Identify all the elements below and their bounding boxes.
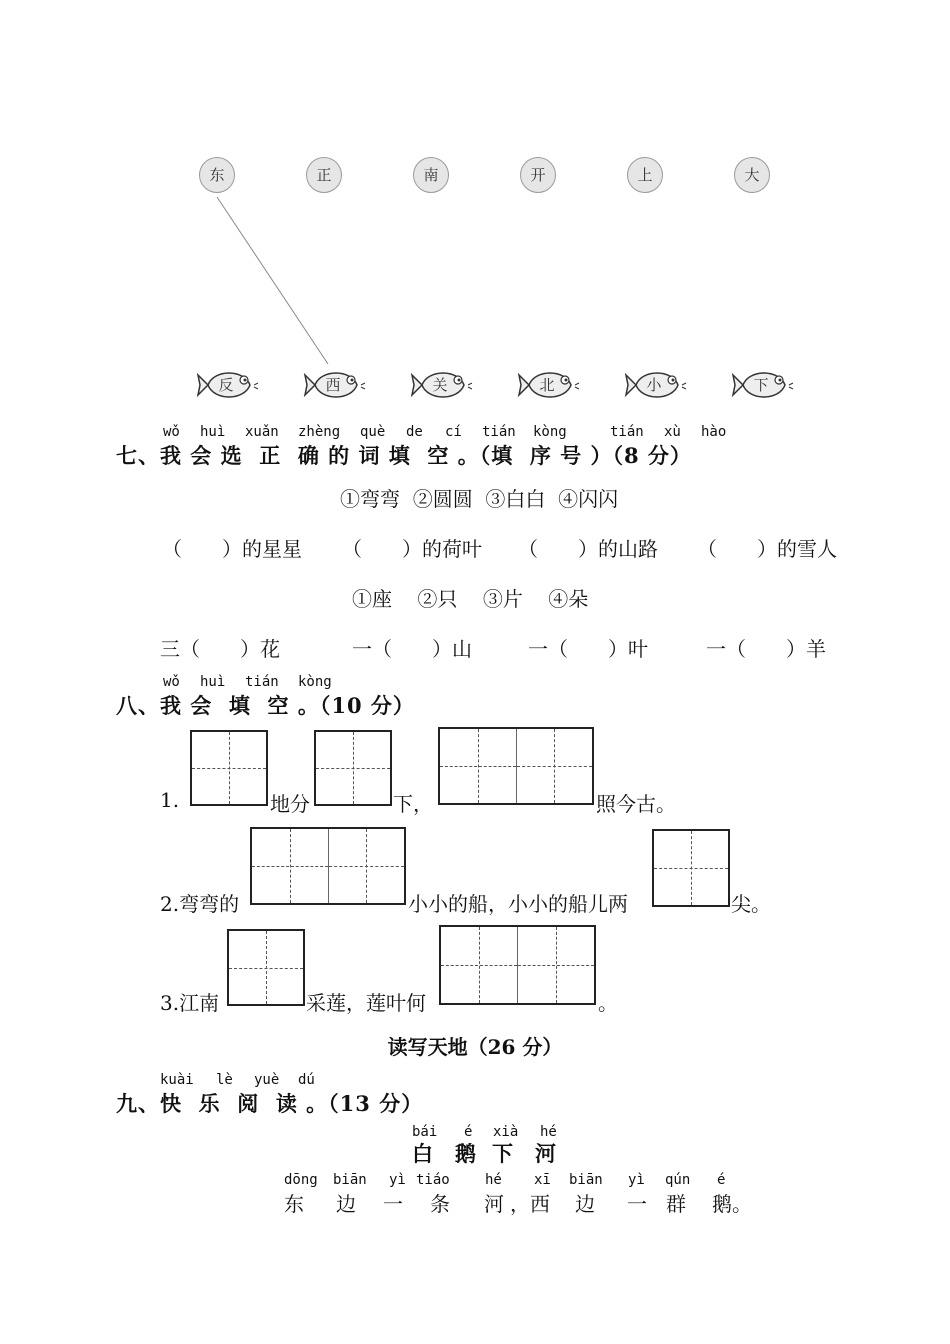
- line2-prefix: 2.弯弯的: [160, 892, 240, 916]
- line3-prefix: 3.江南: [160, 991, 220, 1015]
- fish-label: 反: [218, 376, 234, 394]
- poem-title-char: 下: [492, 1141, 513, 1166]
- fish-char[interactable]: [517, 363, 581, 407]
- part-title: 读写天地（26 分）: [387, 1035, 563, 1059]
- poem-char: 鹅。: [712, 1192, 752, 1216]
- fill-item[interactable]: 一（ ）羊: [706, 637, 826, 661]
- fish-char[interactable]: [303, 363, 367, 407]
- fish-char[interactable]: [624, 363, 688, 407]
- fill-item[interactable]: （ ）的星星: [162, 537, 302, 561]
- pinyin: què: [360, 424, 386, 440]
- circle-char[interactable]: 上: [627, 157, 663, 193]
- section7-options1: ①弯弯 ②圆圆 ③白白 ④闪闪: [340, 487, 619, 511]
- fill-item[interactable]: 一（ ）叶: [528, 637, 648, 661]
- poem-char: 一: [627, 1192, 647, 1216]
- pinyin: tiáo: [416, 1172, 450, 1188]
- poem-char: 边: [575, 1192, 595, 1216]
- pinyin: kuài: [160, 1072, 194, 1088]
- fill-item[interactable]: （ ）的雪人: [697, 537, 837, 561]
- fill-item[interactable]: 一（ ）山: [352, 637, 472, 661]
- pinyin: é: [717, 1172, 726, 1188]
- fill-item[interactable]: （ ）的山路: [518, 537, 658, 561]
- pinyin: xuǎn: [245, 424, 279, 440]
- fill-item[interactable]: （ ）的荷叶: [342, 537, 482, 561]
- pinyin: kòng: [298, 674, 332, 690]
- tianzige-box[interactable]: [439, 925, 596, 1005]
- line1-text: 地分: [270, 792, 310, 816]
- pinyin: de: [406, 424, 423, 440]
- circle-char[interactable]: 大: [734, 157, 770, 193]
- fish-label: 下: [753, 376, 769, 394]
- poem-title-char: 鹅: [455, 1141, 476, 1166]
- tianzige-box[interactable]: [250, 827, 406, 905]
- poem-char: 一: [383, 1192, 403, 1216]
- pinyin: kòng: [533, 424, 567, 440]
- circle-char[interactable]: 开: [520, 157, 556, 193]
- poem-char: 条: [430, 1192, 450, 1216]
- pinyin: yuè: [254, 1072, 280, 1088]
- pinyin: huì: [200, 674, 226, 690]
- pinyin: xī: [534, 1172, 551, 1188]
- pinyin: tián: [245, 674, 279, 690]
- section8-heading: 八、我 会 填 空 。（10 分）: [116, 693, 415, 718]
- pinyin: xià: [493, 1124, 519, 1140]
- tianzige-box[interactable]: [438, 727, 594, 805]
- section9-heading: 九、快 乐 阅 读 。（13 分）: [116, 1091, 424, 1116]
- pinyin: xù: [664, 424, 681, 440]
- poem-char: 群: [666, 1192, 686, 1216]
- tianzige-box[interactable]: [227, 929, 305, 1006]
- line1-text: 下，: [393, 792, 433, 816]
- tianzige-box[interactable]: [652, 829, 730, 907]
- pinyin: yì: [628, 1172, 645, 1188]
- fish-label: 西: [325, 376, 341, 394]
- poem-char: 东: [284, 1192, 304, 1216]
- poem-char: 河: [484, 1192, 504, 1216]
- pinyin: zhèng: [298, 424, 341, 440]
- poem-title-char: 河: [535, 1141, 556, 1166]
- pinyin: biān: [569, 1172, 603, 1188]
- pinyin: yì: [389, 1172, 406, 1188]
- pinyin: wǒ: [163, 424, 180, 440]
- pinyin: huì: [200, 424, 226, 440]
- pinyin: tián: [482, 424, 516, 440]
- pinyin: hé: [485, 1172, 502, 1188]
- fish-char[interactable]: [410, 363, 474, 407]
- pinyin: tián: [610, 424, 644, 440]
- poem-title: [0, 1138, 950, 1166]
- pinyin: dú: [298, 1072, 315, 1088]
- section7-heading: 七、我 会 选 正 确 的 词 填 空 。（填 序 号 ）（8 分）: [116, 443, 692, 468]
- circle-char[interactable]: 东: [199, 157, 235, 193]
- matching-line: [0, 0, 950, 420]
- line2-text: 尖。: [731, 892, 771, 916]
- pinyin: bái: [412, 1124, 438, 1140]
- line3-text: 。: [598, 991, 618, 1015]
- section7-options2: ①座 ②只 ③片 ④朵: [352, 587, 589, 611]
- poem-line1: [0, 1188, 950, 1216]
- fish-char[interactable]: [731, 363, 795, 407]
- line1-prefix: 1.: [160, 788, 180, 812]
- line3-text: 采莲，莲叶何: [306, 991, 426, 1015]
- poem-title-char: 白: [412, 1141, 433, 1166]
- pinyin: é: [464, 1124, 473, 1140]
- fish-label: 小: [646, 376, 662, 394]
- pinyin: cí: [445, 424, 462, 440]
- circle-char[interactable]: 南: [413, 157, 449, 193]
- fill-item[interactable]: 三（ ）花: [160, 637, 280, 661]
- circle-char[interactable]: 正: [306, 157, 342, 193]
- fish-label: 关: [432, 376, 448, 394]
- poem-char: 边: [336, 1192, 356, 1216]
- pinyin: biān: [333, 1172, 367, 1188]
- tianzige-box[interactable]: [190, 730, 268, 806]
- fish-label: 北: [539, 376, 555, 394]
- pinyin: dōng: [284, 1172, 318, 1188]
- pinyin: lè: [216, 1072, 233, 1088]
- pinyin: wǒ: [163, 674, 180, 690]
- pinyin: qún: [665, 1172, 691, 1188]
- pinyin: hào: [701, 424, 727, 440]
- poem-char: ，西: [510, 1192, 550, 1216]
- fish-char[interactable]: [196, 363, 260, 407]
- tianzige-box[interactable]: [314, 730, 392, 806]
- line1-text: 照今古。: [596, 792, 676, 816]
- pinyin: hé: [540, 1124, 557, 1140]
- line2-text: 小小的船，小小的船儿两: [408, 892, 628, 916]
